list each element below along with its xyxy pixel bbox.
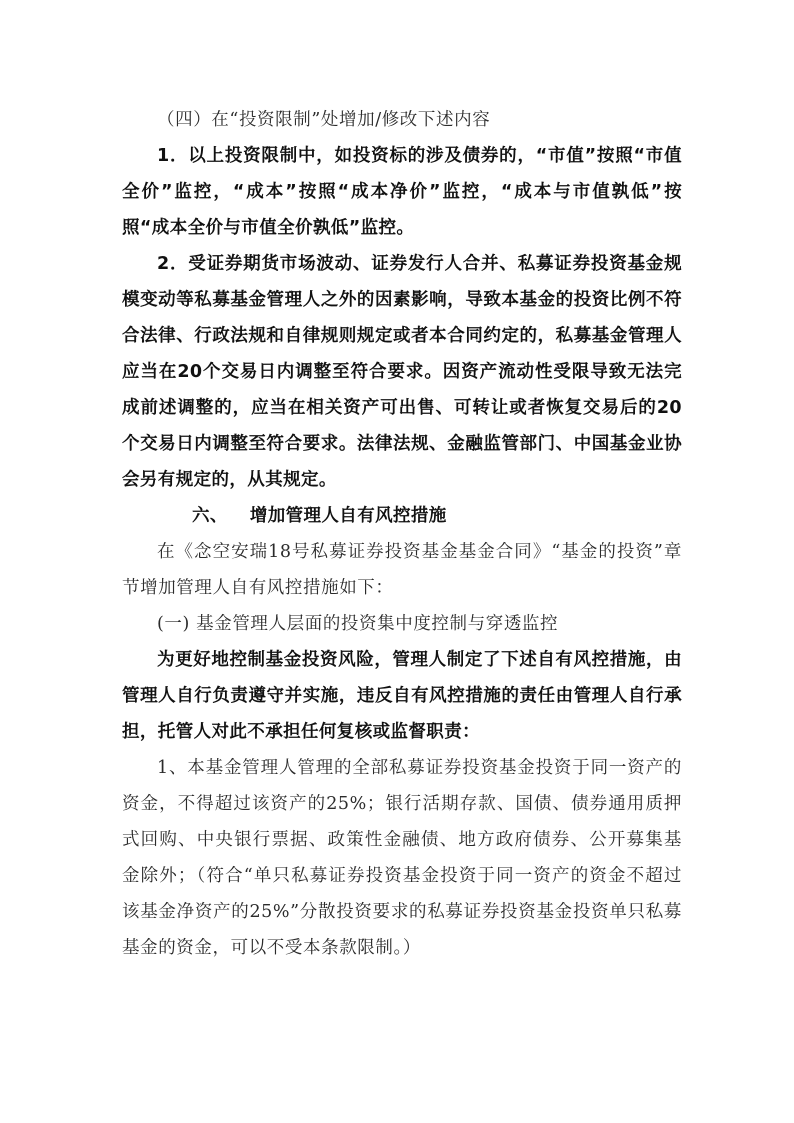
- section-six-title: 增加管理人自有风控措施: [249, 506, 447, 526]
- paragraph-investment-limit-2: 2．受证券期货市场波动、证券发行人合并、私募证券投资基金规模变动等私募基金管理人之外的因素影响，导致本基金的投资比例不符合法律、行政法规和自律规则规定或者本合同约定的，私募基金管理人应当在20个交易日内调整至符合要求。因资产流动性受限导致无法完成前述调整的，应当在相关资产可出售、可转让或者恢复交易后的20个交易日内调整至符合要求。法律法规、金融监管部门、中国基金业协会另有规定的，从其规定。: [122, 254, 682, 490]
- paragraph-risk-control-intro: 为更好地控制基金投资风险，管理人制定了下述自有风控措施，由管理人自行负责遵守并实施，违反自有风控措施的责任由管理人自行承担，托管人对此不承担任何复核或监督职责：: [122, 650, 682, 742]
- document-body: [122, 102, 682, 966]
- section-six-number: 六、: [192, 506, 228, 526]
- subsection-heading-one: (一) 基金管理人层面的投资集中度控制与穿透监控: [157, 614, 559, 634]
- paragraph-contract-chapter: 在《念空安瑞18号私募证券投资基金基金合同》“基金的投资”章节增加管理人自有风控措施如下：: [122, 542, 682, 598]
- paragraph-concentration-rule-1: 1、本基金管理人管理的全部私募证券投资基金投资于同一资产的资金，不得超过该资产的25%；银行活期存款、国债、债券通用质押式回购、中央银行票据、政策性金融债、地方政府债券、公开募集基金除外；（符合“单只私募证券投资基金投资于同一资产的资金不超过该基金净资产的25%”分散投资要求的私募证券投资基金投资单只私募基金的资金，可以不受本条款限制。）: [122, 758, 682, 958]
- subsection-heading-four: （四）在“投资限制”处增加/修改下述内容: [157, 110, 491, 130]
- paragraph-investment-limit-1: 1．以上投资限制中，如投资标的涉及债券的，“市值”按照“市值全价”监控，“成本”按照“成本净价”监控，“成本与市值孰低”按照“成本全价与市值全价孰低”监控。: [122, 146, 682, 238]
- section-six-heading: [122, 498, 682, 534]
